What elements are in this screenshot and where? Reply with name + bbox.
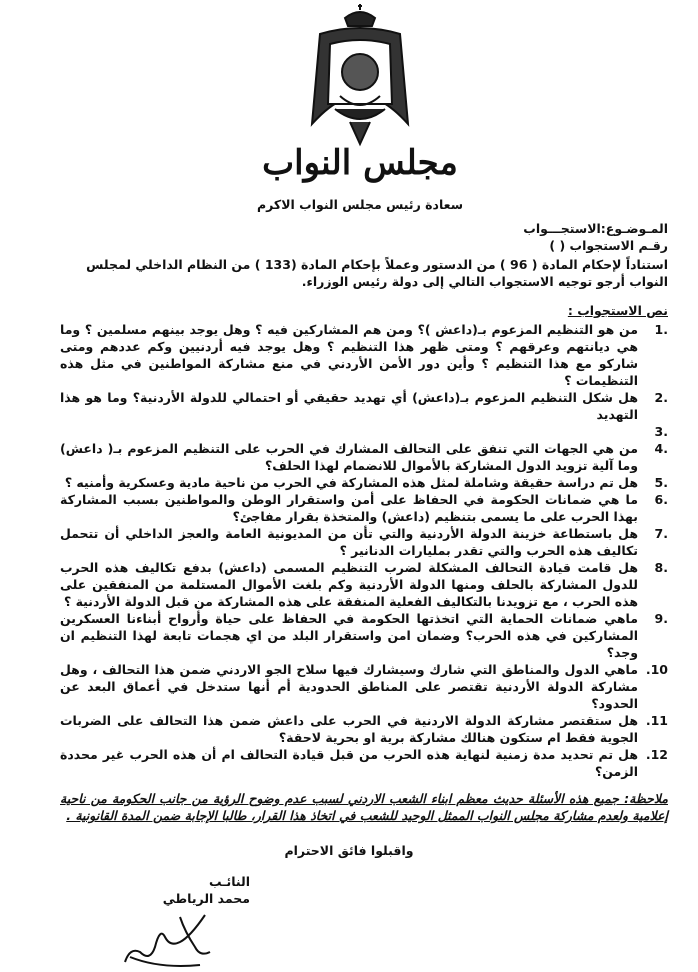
question-item (60, 423, 668, 440)
council-name-calligraphy: مجلس النواب (262, 143, 458, 183)
letter-body (0, 220, 698, 972)
question-number: .2 (654, 390, 668, 405)
question-number: 12. (645, 747, 668, 762)
subject-line: المـوضـوع:الاستجـــواب (523, 221, 668, 236)
question-text: من هو التنظيم المزعوم بـ(داعش )؟ ومن هم المشاركين فيه ؟ وهل يوجد بينهم مسلمين ؟ وما هي ديانتهم وعرقهم ؟ ومتى ظهر هذا التنظيم ؟ وهل يوجد فيه أردنيين وكم عددهم ومتى شاركو مع هذا التنظيم ؟ وأين دور الأمن الأردني في منع مشاركة المواطنين في مثل هذه التنظيمات ؟ (60, 322, 638, 388)
question-number: .4 (654, 441, 668, 456)
question-text: هل شكل التنظيم المزعوم بـ(داعش) أي تهديد حقيقي أو احتمالي للدولة الأردنية؟ وما هو هذا التهديد (60, 390, 638, 422)
royal-emblem-icon (300, 4, 420, 149)
interpellation-number: رقـم الاستجواب ( ) (549, 238, 668, 253)
question-text: ماهي ضمانات الحماية التي اتخذتها الحكومة في الحفاظ على حياة وأرواح أبناءنا العسكرين المشاركين في هذه الحرب؟ وضمان امن واستقرار البلد من اي هجمات تابعة لهذا التنظيم ان وجد؟ (60, 611, 638, 660)
question-item (60, 559, 668, 610)
question-item (60, 474, 668, 491)
question-number: .3 (654, 424, 668, 439)
question-text: هل تم تحديد مدة زمنية لنهاية هذه الحرب من قبل قيادة التحالف ام أن هذه الحرب غير محددة الزمن؟ (60, 747, 638, 779)
signature-block (110, 873, 250, 972)
question-number: .9 (654, 611, 668, 626)
signatory-name: محمد الرياطي (162, 891, 250, 906)
questions-list (60, 321, 668, 780)
question-item (60, 389, 668, 423)
question-item (60, 491, 668, 525)
question-text: هل ستقتصر مشاركة الدولة الاردنية في الحرب على داعش ضمن هذا التحالف على الضربات الجوية فقط ام ستكون هنالك مشاركة برية او بحرية لاحقة؟ (60, 713, 638, 745)
question-text: هل قامت قيادة التحالف المشكلة لضرب التنظيم المسمى (داعش) بدفع تكاليف هذه الحرب للدول المشاركة بالحلف ومنها الدولة الأردنية وكم بلغت الأموال المستلمة من المنفقين على هذه الحرب ، مع تزويدنا بالتكاليف الفعلية المنفقة على هذه المشاركة من قبل الدولة الأردنية ؟ (60, 560, 638, 609)
note-paragraph: ملاحظة: جميع هذه الأسئلة حديث معظم ابناء الشعب الاردني لسبب عدم وضوح الرؤية من جانب الحكومة من ناحية إعلامية ولعدم مشاركة مجلس النواب الممثل الوحيد للشعب في اتخاذ هذا القرار، طالبا الإجابة ضمن المدة القانونية . (60, 791, 668, 823)
question-item (60, 525, 668, 559)
signatory-title: النائـب (209, 874, 250, 889)
section-heading: نص الاستجواب : (567, 303, 668, 318)
question-text: ما هي ضمانات الحكومة في الحفاظ على أمن واستقرار الوطن والمواطنين بسبب المشاركة بهذا الحرب على ما يسمى بتنظيم (داعش) والمتخذة بقرار مفاجئ؟ (60, 492, 638, 524)
question-number: .1 (654, 322, 668, 337)
question-text: من هي الجهات التي تنفق على التحالف المشارك في الحرب على التنظيم المزعوم بـ( داعش) وما آلية تزويد الدول المشاركة بالأموال للانضمام لهذا الحلف؟ (60, 441, 638, 473)
question-number: .6 (654, 492, 668, 507)
question-number: 11. (645, 713, 668, 728)
question-number: .7 (654, 526, 668, 541)
question-item (60, 610, 668, 661)
question-item (60, 661, 668, 712)
question-item (60, 321, 668, 389)
question-number: .8 (654, 560, 668, 575)
closing-line: واقبلوا فائق الاحترام (284, 843, 414, 858)
question-text: هل تم دراسة حقيقة وشاملة لمثل هذه المشاركة في الحرب من ناحية مادية وعسكرية وأمنيه ؟ (64, 475, 638, 490)
question-item (60, 712, 668, 746)
question-item (60, 746, 668, 780)
question-number: 10. (645, 662, 668, 677)
question-number: .5 (654, 475, 668, 490)
addressee: سعادة رئيس مجلس النواب الاكرم (257, 197, 463, 212)
question-text (60, 423, 638, 440)
question-text: ماهي الدول والمناطق التي شارك وسيشارك فيها سلاح الجو الاردني ضمن هذا التحالف ، وهل مشاركة الدولة الأردنية تقتصر على المناطق الحدودية أم أنها ستدخل في أعماق البعد عن الحدود؟ (60, 662, 638, 711)
intro-paragraph: استناداً لإحكام المادة ( 96 ) من الدستور وعملاً بإحكام المادة (133 ) من النظام الداخلي لمجلس النواب أرجو توجيه الاستجواب التالي إلى دولة رئيس الوزراء. (86, 257, 668, 289)
question-text: هل باستطاعة خزينة الدولة الأردنية والتي تأن من المديونية العامة والعجز الداخلي أن تتحمل تكاليف هذه الحرب والتي تقدر بمليارات الدنانير ؟ (60, 526, 638, 558)
signature-icon (110, 907, 230, 972)
question-item (60, 440, 668, 474)
